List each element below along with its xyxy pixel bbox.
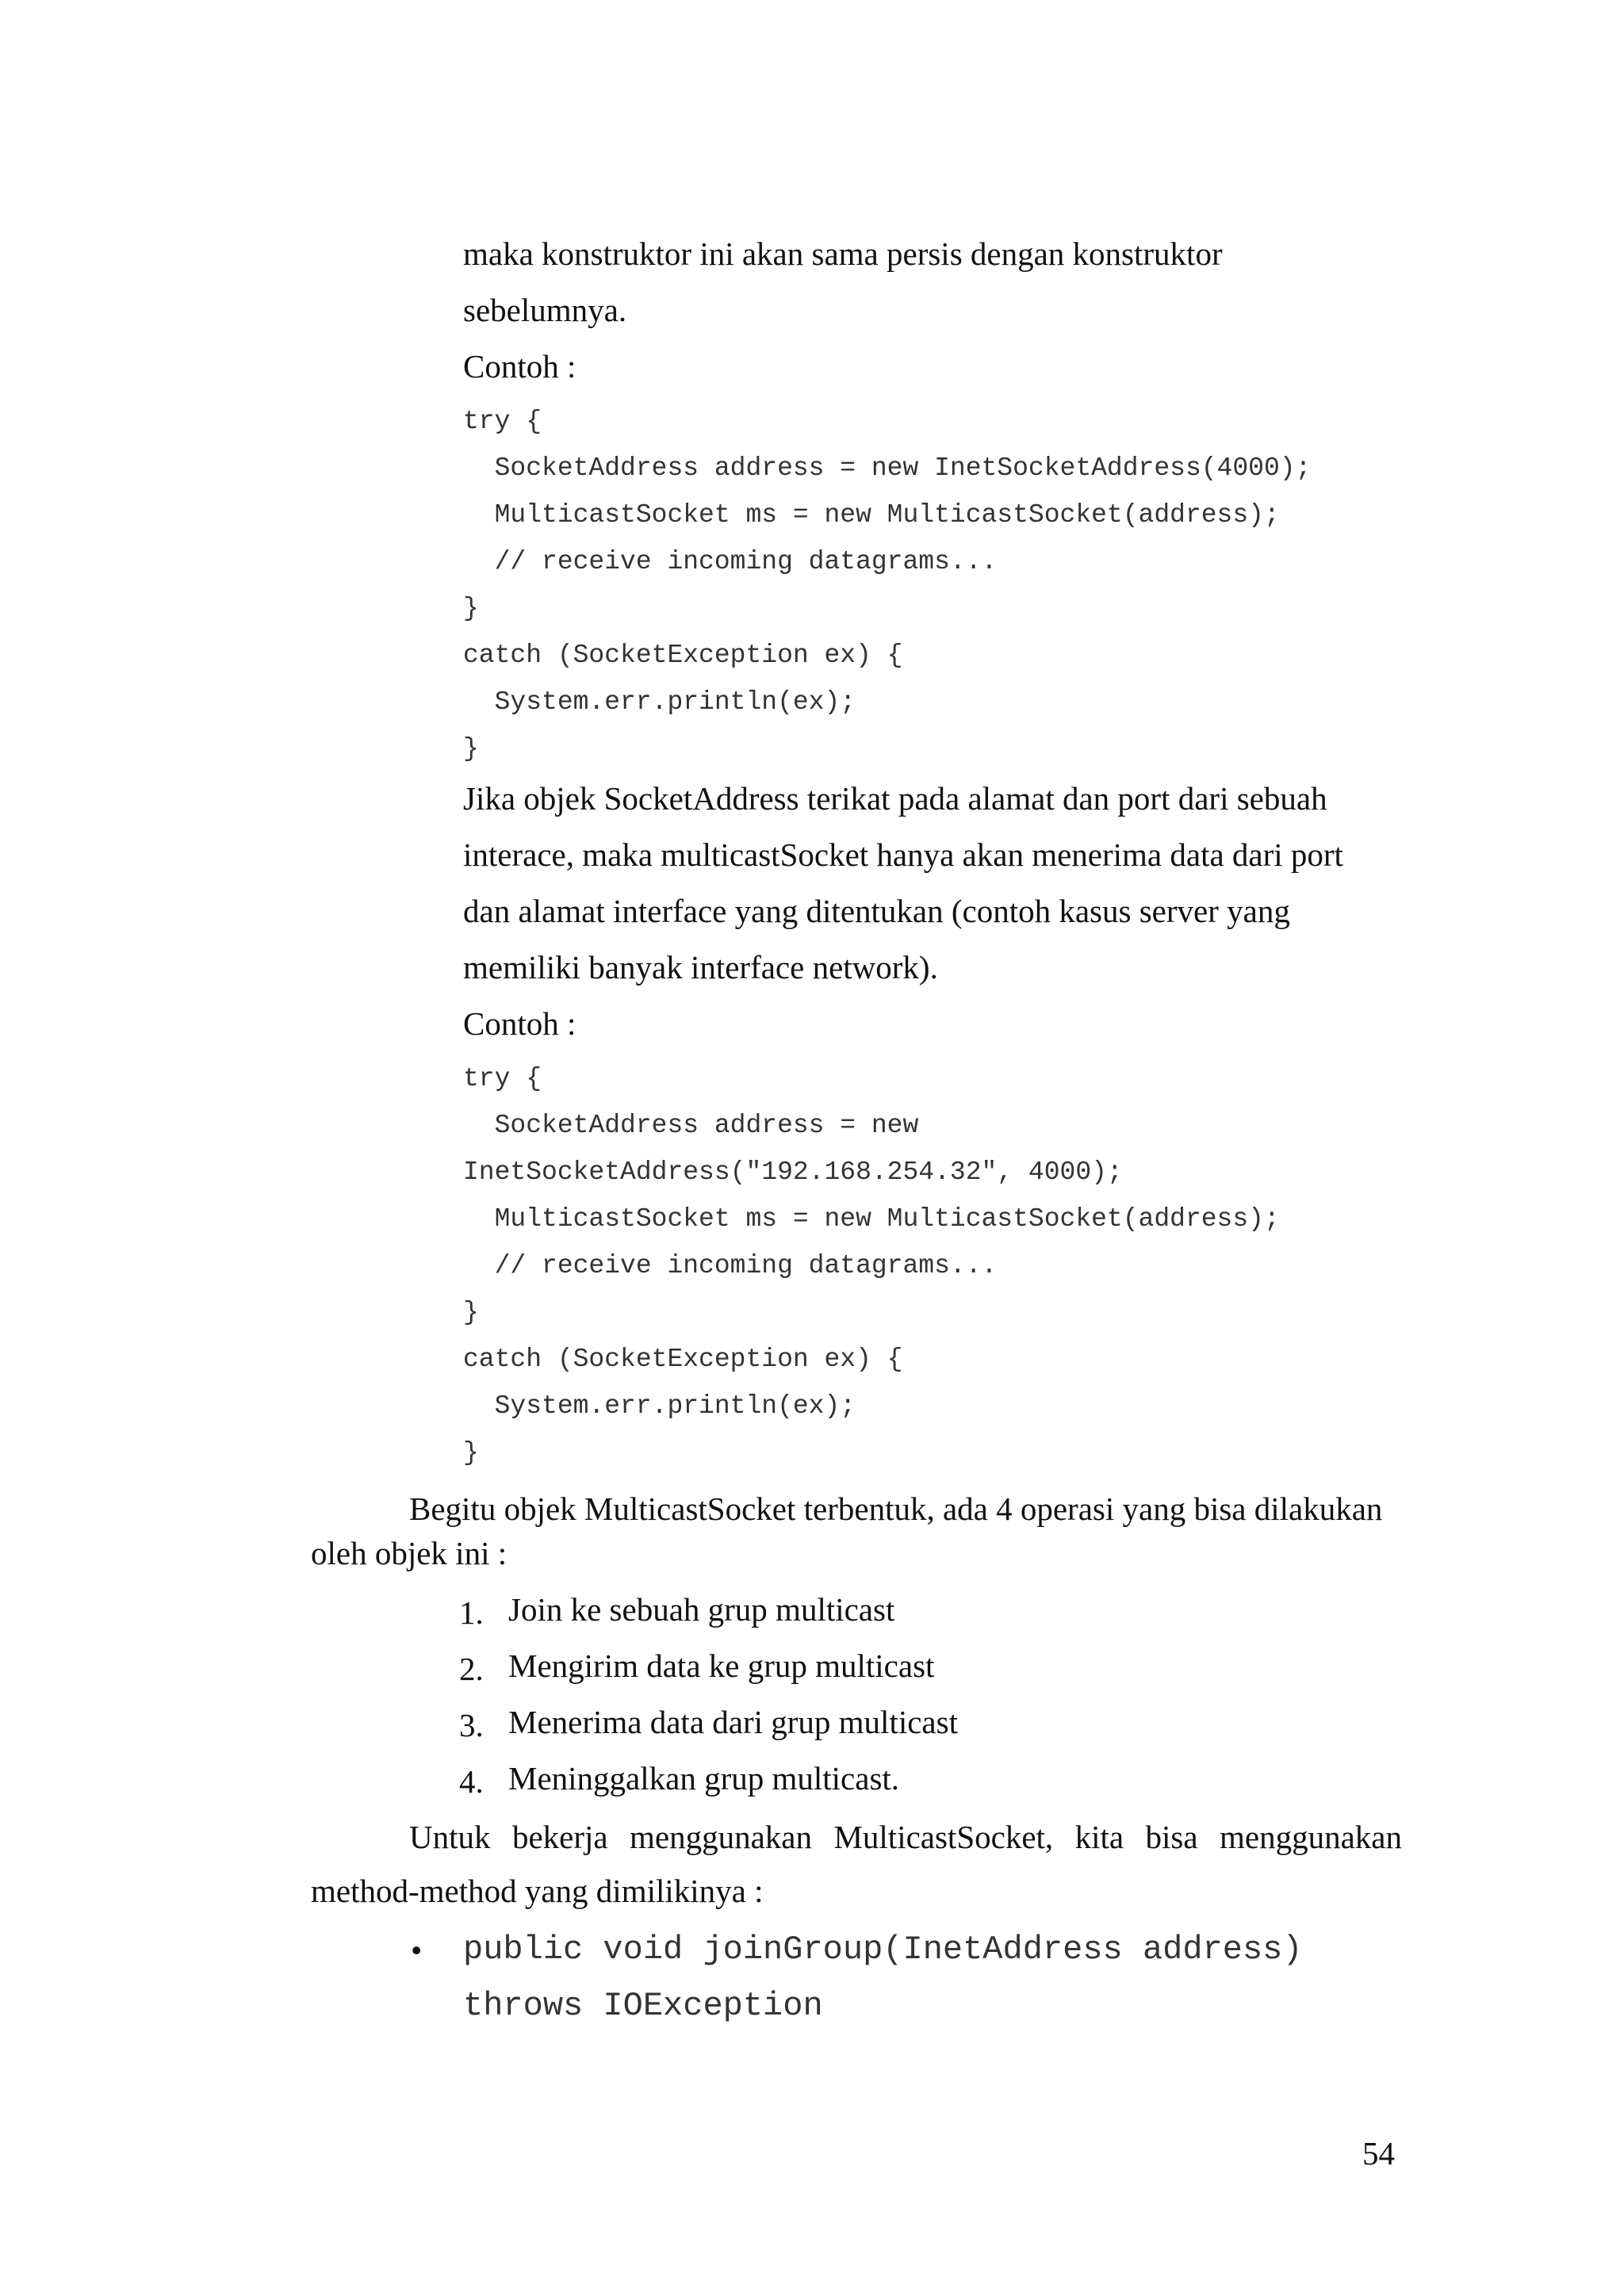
code-line: System.err.println(ex); <box>463 687 856 717</box>
paragraph-2-line-3: dan alamat interface yang ditentukan (contoh kasus server yang <box>463 893 1290 929</box>
code-line: MulticastSocket ms = new MulticastSocket(address); <box>463 1204 1280 1234</box>
list-item-number: 3. <box>459 1707 484 1743</box>
code-line: try { <box>463 1064 542 1093</box>
method-signature-line-2: throws IOException <box>463 1987 823 2025</box>
code-line: } <box>463 1438 479 1468</box>
code-line: try { <box>463 407 542 436</box>
code-line: SocketAddress address = new InetSocketAddress(4000); <box>463 453 1312 483</box>
paragraph-4 <box>311 1809 1402 1866</box>
code-line: MulticastSocket ms = new MulticastSocket(address); <box>463 500 1280 530</box>
paragraph-3-line-2: oleh objek ini : <box>311 1535 508 1571</box>
paragraph-2-line-2: interace, maka multicastSocket hanya akan menerima data dari port <box>463 836 1343 873</box>
paragraph-continuation-line-1: maka konstruktor ini akan sama persis dengan konstruktor <box>463 235 1223 272</box>
paragraph-continuation-line-2: sebelumnya. <box>463 292 627 328</box>
paragraph-4-line-2: method-method yang dimilikinya : <box>311 1873 764 1909</box>
code-line: } <box>463 1298 479 1327</box>
list-item-number: 1. <box>459 1594 484 1631</box>
list-item-number: 4. <box>459 1763 484 1800</box>
code-line: // receive incoming datagrams... <box>463 547 998 576</box>
code-line: } <box>463 734 479 763</box>
list-item: Menerima data dari grup multicast <box>508 1704 958 1740</box>
page-number: 54 <box>1362 2135 1395 2172</box>
method-signature-line-1: public void joinGroup(InetAddress address) <box>463 1931 1303 1969</box>
code-line: SocketAddress address = new <box>463 1111 919 1140</box>
bullet-icon: • <box>411 1932 423 1969</box>
code-line: catch (SocketException ex) { <box>463 641 903 670</box>
example-label: Contoh : <box>463 348 576 385</box>
code-line: } <box>463 594 479 623</box>
code-line: System.err.println(ex); <box>463 1391 856 1421</box>
list-item: Join ke sebuah grup multicast <box>508 1591 895 1628</box>
list-item: Mengirim data ke grup multicast <box>508 1647 935 1684</box>
paragraph-3 <box>311 1481 1402 1537</box>
list-item-number: 2. <box>459 1651 484 1687</box>
list-item: Meninggalkan grup multicast. <box>508 1760 900 1797</box>
paragraph-2-line-1: Jika objek SocketAddress terikat pada alamat dan port dari sebuah <box>463 780 1327 817</box>
code-line: InetSocketAddress("192.168.254.32", 4000); <box>463 1158 1123 1187</box>
paragraph-4-line-1: Untuk bekerja menggunakan MulticastSocket, kita bisa menggunakan <box>409 1819 1402 1855</box>
code-line: catch (SocketException ex) { <box>463 1345 903 1374</box>
example-label-2: Contoh : <box>463 1005 576 1042</box>
code-line: // receive incoming datagrams... <box>463 1251 998 1280</box>
paragraph-2-line-4: memiliki banyak interface network). <box>463 949 938 985</box>
paragraph-3-line-1: Begitu objek MulticastSocket terbentuk, ada 4 operasi yang bisa dilakukan <box>409 1490 1383 1527</box>
